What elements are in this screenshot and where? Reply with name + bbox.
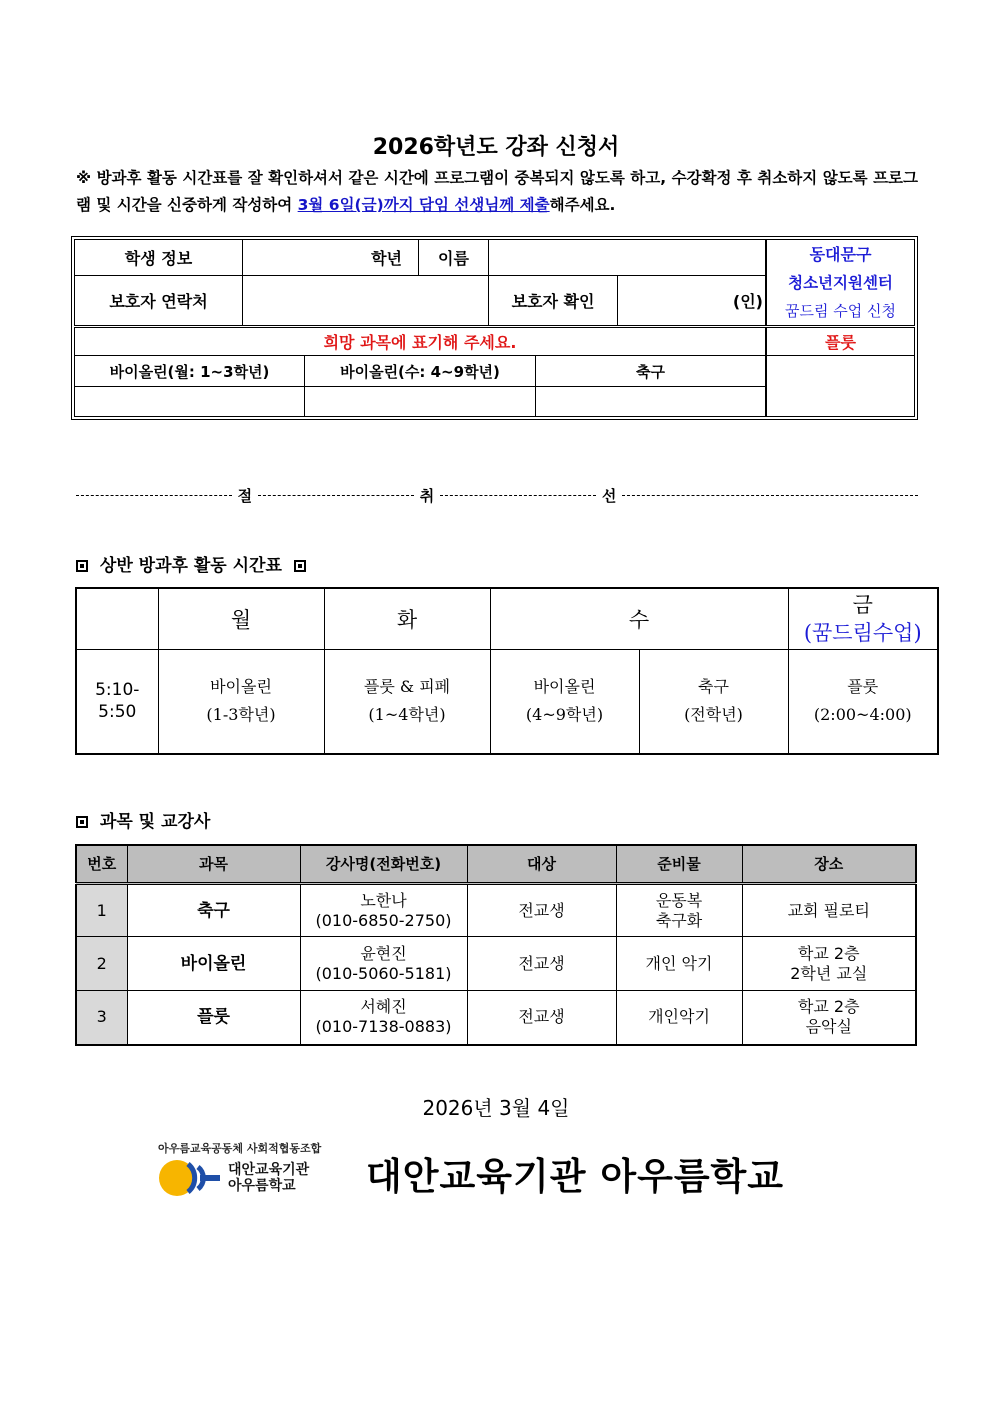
- time-slot: [76, 650, 158, 754]
- time-start: 5:10-: [95, 680, 140, 701]
- option-violin-mon: 바이올린(월: 1~3학년): [74, 355, 305, 387]
- guardian-confirm-label: 보호자 확인: [488, 275, 618, 326]
- center-line3: 꿈드림 수업 신청: [785, 301, 896, 320]
- class-name: 바이올린: [210, 677, 272, 697]
- row-prep: [616, 991, 742, 1045]
- row-target: 전교생: [467, 991, 616, 1045]
- square-bullet-icon: [294, 560, 306, 572]
- school-logo: [158, 1140, 321, 1198]
- teacher-phone: (010-5060-5181): [315, 963, 452, 983]
- check-flute[interactable]: [766, 355, 915, 417]
- row-subject: 바이올린: [127, 937, 300, 991]
- logo-line2: 아우름학교: [228, 1178, 296, 1194]
- guardian-contact-label: 보호자 연락처: [74, 275, 243, 326]
- name-field[interactable]: [488, 239, 766, 276]
- row-teacher: [300, 884, 467, 937]
- cut-dash: [440, 495, 596, 496]
- courses-header-row: [76, 845, 916, 884]
- header-subject: 과목: [127, 845, 300, 884]
- cut-line: [76, 485, 918, 506]
- org-small-label: 아우름교육공동체 사회적협동조합: [158, 1142, 322, 1155]
- mark-instruction: 희망 과목에 표기해 주세요.: [74, 327, 766, 356]
- teacher-phone: (010-7138-0883): [315, 1017, 452, 1037]
- issue-date: 2026년 3월 4일: [422, 1096, 570, 1120]
- cut-char-2: 취: [419, 487, 435, 505]
- row-teacher: [300, 937, 467, 991]
- day-fri-label: 금: [852, 593, 873, 617]
- teacher-name: 노한나: [360, 890, 407, 910]
- table-row: [76, 884, 916, 937]
- class-grade: (2:00~4:00): [813, 705, 912, 725]
- prep-line: 개인 악기: [645, 953, 713, 973]
- day-fri-note: (꿈드림수업): [803, 621, 922, 645]
- row-target: 전교생: [467, 937, 616, 991]
- option-soccer: 축구: [535, 355, 766, 387]
- row-no: 3: [76, 991, 127, 1045]
- place-line: 학교 2층: [797, 997, 860, 1017]
- place-line: 음악실: [805, 1017, 852, 1037]
- row-subject: 플룻: [127, 991, 300, 1045]
- class-cell: [639, 650, 788, 754]
- header-prep: 준비물: [616, 845, 742, 884]
- check-violin-mon[interactable]: [74, 386, 305, 417]
- logo-mark-icon: [158, 1158, 224, 1198]
- class-grade: (전학년): [684, 705, 743, 725]
- class-cell: [788, 650, 938, 754]
- row-place: [742, 884, 916, 937]
- header-teacher: 강사명(전화번호): [300, 845, 467, 884]
- flute-label: 플룻: [766, 327, 915, 356]
- guardian-contact-field[interactable]: [242, 275, 489, 326]
- place-line: 교회 필로티: [787, 900, 870, 920]
- place-line: 학교 2층: [797, 943, 860, 963]
- row-prep: [616, 937, 742, 991]
- option-violin-wed: 바이올린(수: 4~9학년): [304, 355, 536, 387]
- timetable-section-title: [76, 551, 306, 576]
- cut-dash: [622, 495, 918, 496]
- row-no: 2: [76, 937, 127, 991]
- row-no: 1: [76, 884, 127, 937]
- class-cell: [324, 650, 490, 754]
- row-place: [742, 991, 916, 1045]
- square-bullet-icon: [76, 816, 88, 828]
- prep-line: 개인악기: [648, 1007, 710, 1027]
- place-line: 2학년 교실: [790, 963, 868, 983]
- class-name: 바이올린: [533, 677, 596, 697]
- day-tue: 화: [324, 588, 490, 650]
- row-prep: [616, 884, 742, 937]
- logo-line1: 대안교육기관: [228, 1162, 310, 1178]
- class-name: 플룻 & 피페: [363, 677, 451, 697]
- row-subject: 축구: [127, 884, 300, 937]
- student-info-label: 학생 정보: [74, 239, 243, 276]
- center-line1: 동대문구: [809, 244, 872, 264]
- teacher-name: 서혜진: [360, 997, 407, 1017]
- cut-dash: [258, 495, 414, 496]
- timetable-corner: [76, 588, 158, 650]
- class-name: 플룻: [847, 677, 879, 697]
- cut-char-3: 선: [601, 487, 617, 505]
- guardian-seal-field[interactable]: [617, 275, 766, 326]
- grade-label: 학년: [242, 239, 419, 276]
- teacher-name: 윤현진: [360, 943, 407, 963]
- timetable-row: [76, 650, 938, 754]
- cut-dash: [76, 495, 232, 496]
- courses-section-title: [76, 807, 210, 832]
- table-row: [76, 991, 916, 1045]
- day-mon: 월: [158, 588, 324, 650]
- timetable-header-row: [76, 588, 938, 650]
- time-end: 5:50: [98, 702, 137, 723]
- class-grade: (1~4학년): [368, 705, 446, 725]
- class-cell: [490, 650, 639, 754]
- check-soccer[interactable]: [535, 386, 766, 417]
- header-target: 대상: [467, 845, 616, 884]
- center-line2: 청소년지원센터: [788, 273, 893, 292]
- class-grade: (1-3학년): [206, 705, 276, 725]
- header-no: 번호: [76, 845, 127, 884]
- prep-line: 운동복: [655, 890, 703, 910]
- cut-char-1: 절: [237, 487, 253, 505]
- day-fri: [788, 588, 938, 650]
- table-row: [76, 937, 916, 991]
- row-teacher: [300, 991, 467, 1045]
- class-cell: [158, 650, 324, 754]
- row-place: [742, 937, 916, 991]
- row-target: 전교생: [467, 884, 616, 937]
- logo-mark-row: [158, 1158, 321, 1198]
- class-grade: (4~9학년): [525, 705, 604, 725]
- timetable-title: 상반 방과후 활동 시간표: [99, 556, 282, 576]
- courses-title: 과목 및 교강사: [99, 812, 211, 832]
- day-wed: 수: [490, 588, 788, 650]
- notice-part2: 해주세요.: [549, 196, 616, 214]
- courses-table: [75, 844, 917, 1046]
- school-name: 대안교육기관 아우름학교: [366, 1155, 785, 1198]
- teacher-phone: (010-6850-2750): [315, 910, 452, 930]
- notice-deadline: 3월 6일(금)까지 담임 선생님께 제출: [297, 196, 550, 214]
- page-title: 2026학년도 강좌 신청서: [372, 135, 620, 160]
- logo-text: [228, 1162, 309, 1194]
- prep-line: 축구화: [655, 910, 703, 930]
- seal-label: (인): [732, 292, 763, 311]
- notice-text: [76, 165, 918, 219]
- center-info: [766, 239, 915, 326]
- square-bullet-icon: [76, 560, 88, 572]
- notice-part1: ※ 방과후 활동 시간표를 잘 확인하셔서 같은 시간에 프로그램이 중복되지 않도록 하고, 수강확정 후 취소하지 않도록 프로그램 및 시간을 신중하게 작성하여: [76, 169, 918, 214]
- header-place: 장소: [742, 845, 916, 884]
- name-label: 이름: [418, 239, 489, 276]
- timetable: [75, 587, 939, 755]
- check-violin-wed[interactable]: [304, 386, 536, 417]
- class-name: 축구: [698, 677, 729, 697]
